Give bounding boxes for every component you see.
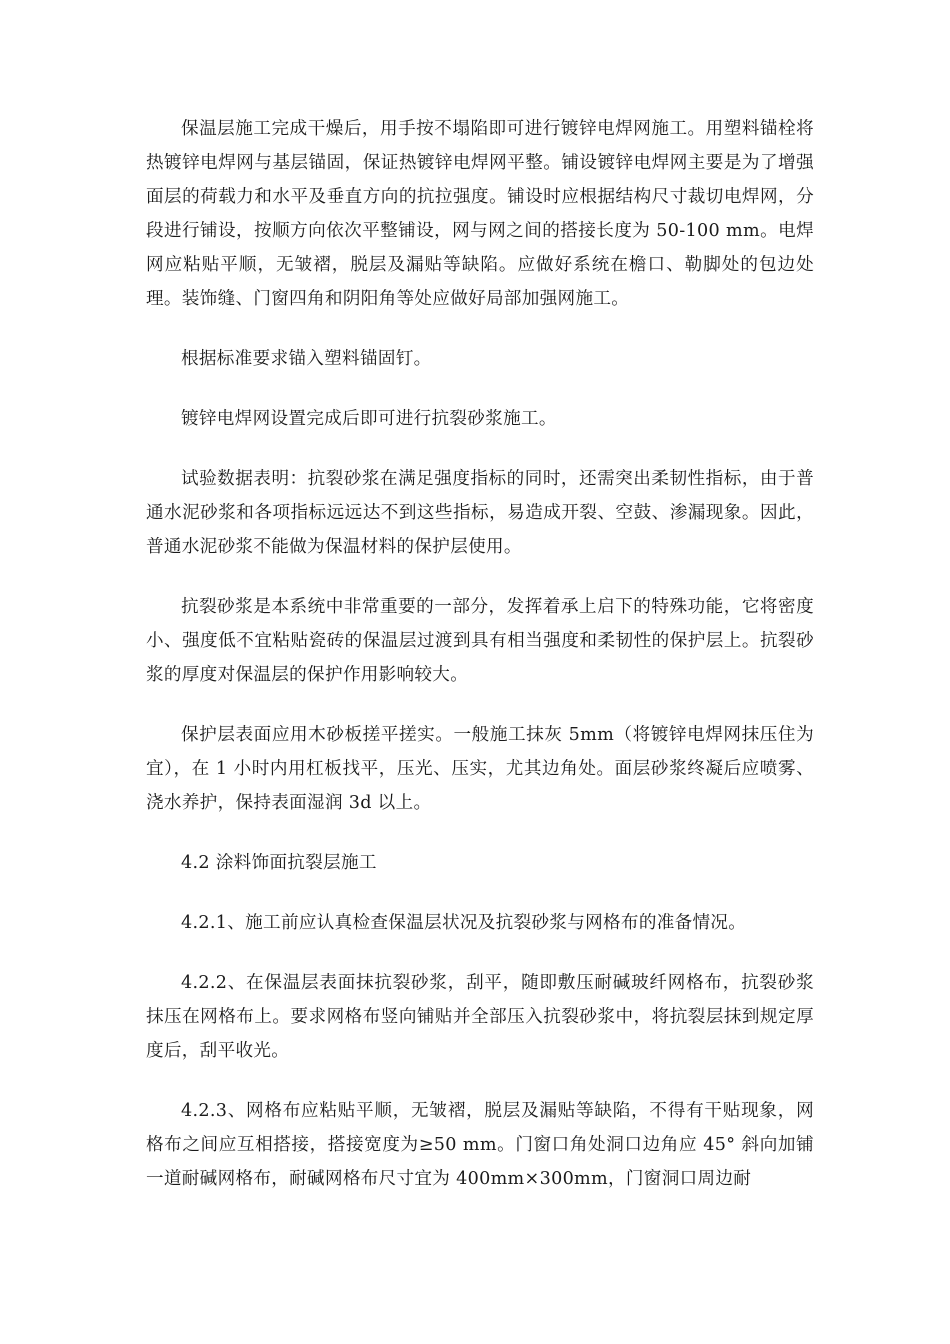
paragraph-4-2-1: 4.2.1、施工前应认真检查保温层状况及抗裂砂浆与网格布的准备情况。 — [181, 913, 747, 933]
paragraph-crack-mortar-start: 镀锌电焊网设置完成后即可进行抗裂砂浆施工。 — [181, 409, 557, 429]
paragraph-4-2-2: 4.2.2、在保温层表面抹抗裂砂浆，刮平，随即敷压耐碱玻纤网格布，抗裂砂浆抹压在网格布上。要求网格布竖向铺贴并全部压入抗裂砂浆中，将抗裂层抹到规定厚度后，刮平收光。 — [146, 973, 814, 1061]
paragraph-test-data: 试验数据表明：抗裂砂浆在满足强度指标的同时，还需突出柔韧性指标，由于普通水泥砂浆和各项指标远远达不到这些指标，易造成开裂、空鼓、渗漏现象。因此，普通水泥砂浆不能做为保温材料的保护层使用。 — [146, 469, 814, 557]
document-body — [146, 112, 814, 1222]
paragraph-mesh-installation: 保温层施工完成干燥后，用手按不塌陷即可进行镀锌电焊网施工。用塑料锚栓将热镀锌电焊网与基层锚固，保证热镀锌电焊网平整。铺设镀锌电焊网主要是为了增强面层的荷载力和水平及垂直方向的抗拉强度。铺设时应根据结构尺寸裁切电焊网，分段进行铺设，按顺方向依次平整铺设，网与网之间的搭接长度为 50-100 mm。电焊网应粘贴平顺，无皱褶，脱层及漏贴等缺陷。应做好系统在檐口、勒脚处的包边处理。装饰缝、门窗四角和阴阳角等处应做好局部加强网施工。 — [146, 119, 814, 309]
paragraph-anchor-nails: 根据标准要求锚入塑料锚固钉。 — [181, 349, 432, 369]
paragraph-4-2-3: 4.2.3、网格布应粘贴平顺，无皱褶，脱层及漏贴等缺陷，不得有干贴现象，网格布之间应互相搭接，搭接宽度为≥50 mm。门窗口角处洞口边角应 45° 斜向加铺一道耐碱网格布，耐碱网格布尺寸宜为 400mm×300mm，门窗洞口周边耐 — [146, 1101, 814, 1189]
paragraph-crack-mortar-role: 抗裂砂浆是本系统中非常重要的一部分，发挥着承上启下的特殊功能，它将密度小、强度低不宜粘贴瓷砖的保温层过渡到具有相当强度和柔韧性的保护层上。抗裂砂浆的厚度对保温层的保护作用影响较大。 — [146, 597, 814, 685]
section-heading-4-2: 4.2 涂料饰面抗裂层施工 — [181, 853, 377, 873]
paragraph-protective-layer: 保护层表面应用木砂板搓平搓实。一般施工抹灰 5mm（将镀锌电焊网抹压住为宜），在 1 小时内用杠板找平，压光、压实，尤其边角处。面层砂浆终凝后应喷雾、浇水养护，保持表面湿润 3d 以上。 — [146, 725, 814, 813]
